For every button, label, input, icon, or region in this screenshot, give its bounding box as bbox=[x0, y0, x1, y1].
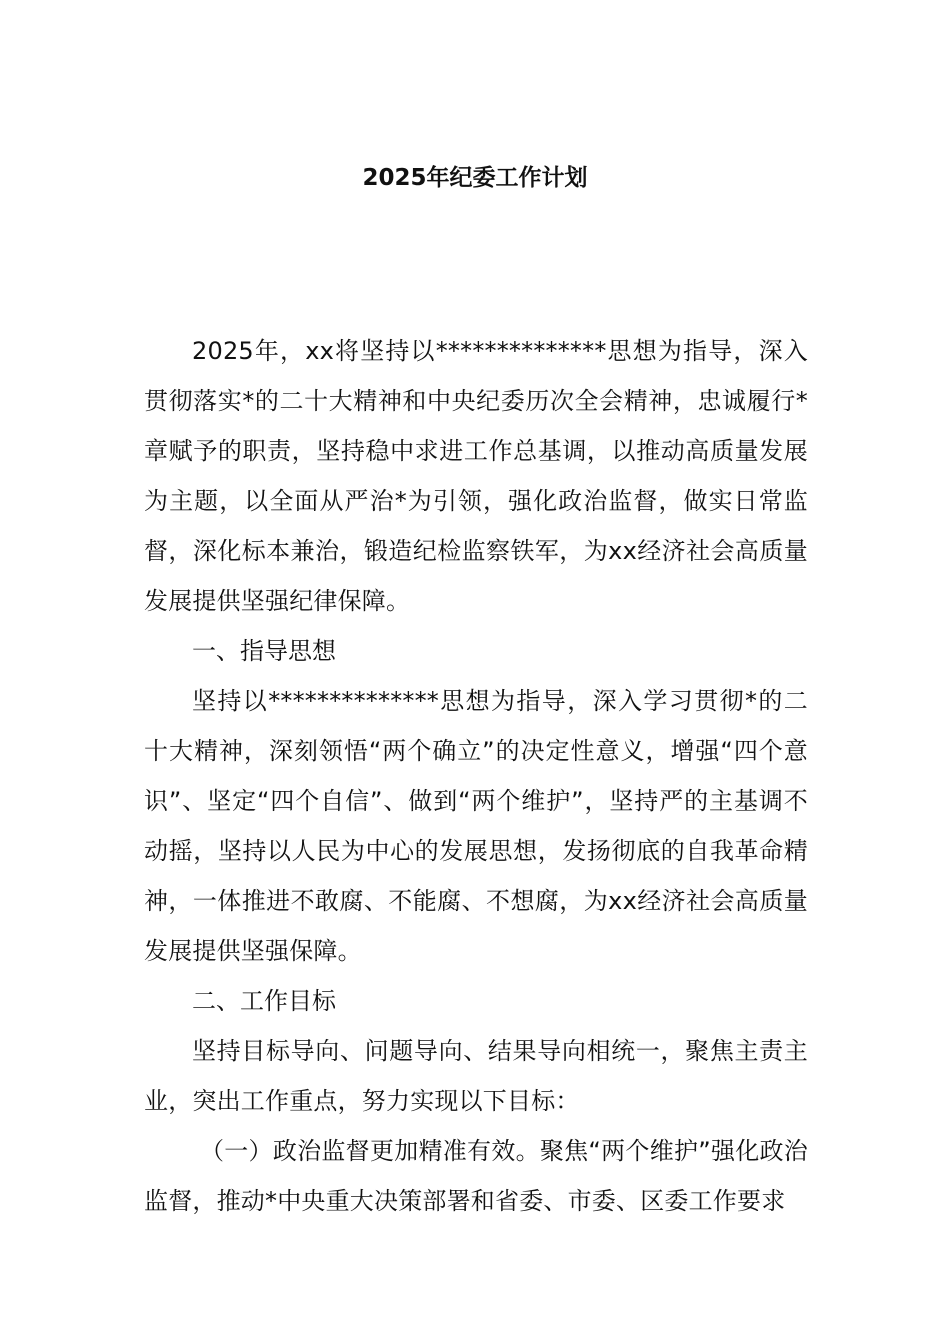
intro-paragraph: 2025年，xx将坚持以**************思想为指导，深入贯彻落实*的二十大精神和中央纪委历次全会精神，忠诚履行*章赋予的职责，坚持稳中求进工作总基调，以推动高质量发展为主题，以全面从严治*为引领，强化政治监督，做实日常监督，深化标本兼治，锻造纪检监察铁军，为xx经济社会高质量发展提供坚强纪律保障。 bbox=[144, 337, 808, 615]
document-body bbox=[144, 326, 808, 1226]
section-heading-work-goals: 二、工作目标 bbox=[192, 987, 336, 1015]
work-goals-paragraph: 坚持目标导向、问题导向、结果导向相统一，聚焦主责主业，突出工作重点，努力实现以下目标： bbox=[144, 1037, 808, 1115]
document-title: 2025年纪委工作计划 bbox=[362, 165, 588, 191]
guiding-thought-paragraph: 坚持以**************思想为指导，深入学习贯彻*的二十大精神，深刻领悟“两个确立”的决定性意义，增强“四个意识”、坚定“四个自信”、做到“两个维护”，坚持严的主基调不动摇，坚持以人民为中心的发展思想，发扬彻底的自我革命精神，一体推进不敢腐、不能腐、不想腐，为xx经济社会高质量发展提供坚强保障。 bbox=[144, 687, 808, 965]
goal-item-1-paragraph: （一）政治监督更加精准有效。聚焦“两个维护”强化政治监督，推动*中央重大决策部署和省委、市委、区委工作要求 bbox=[144, 1137, 808, 1215]
section-heading-guiding-thought: 一、指导思想 bbox=[192, 637, 336, 665]
